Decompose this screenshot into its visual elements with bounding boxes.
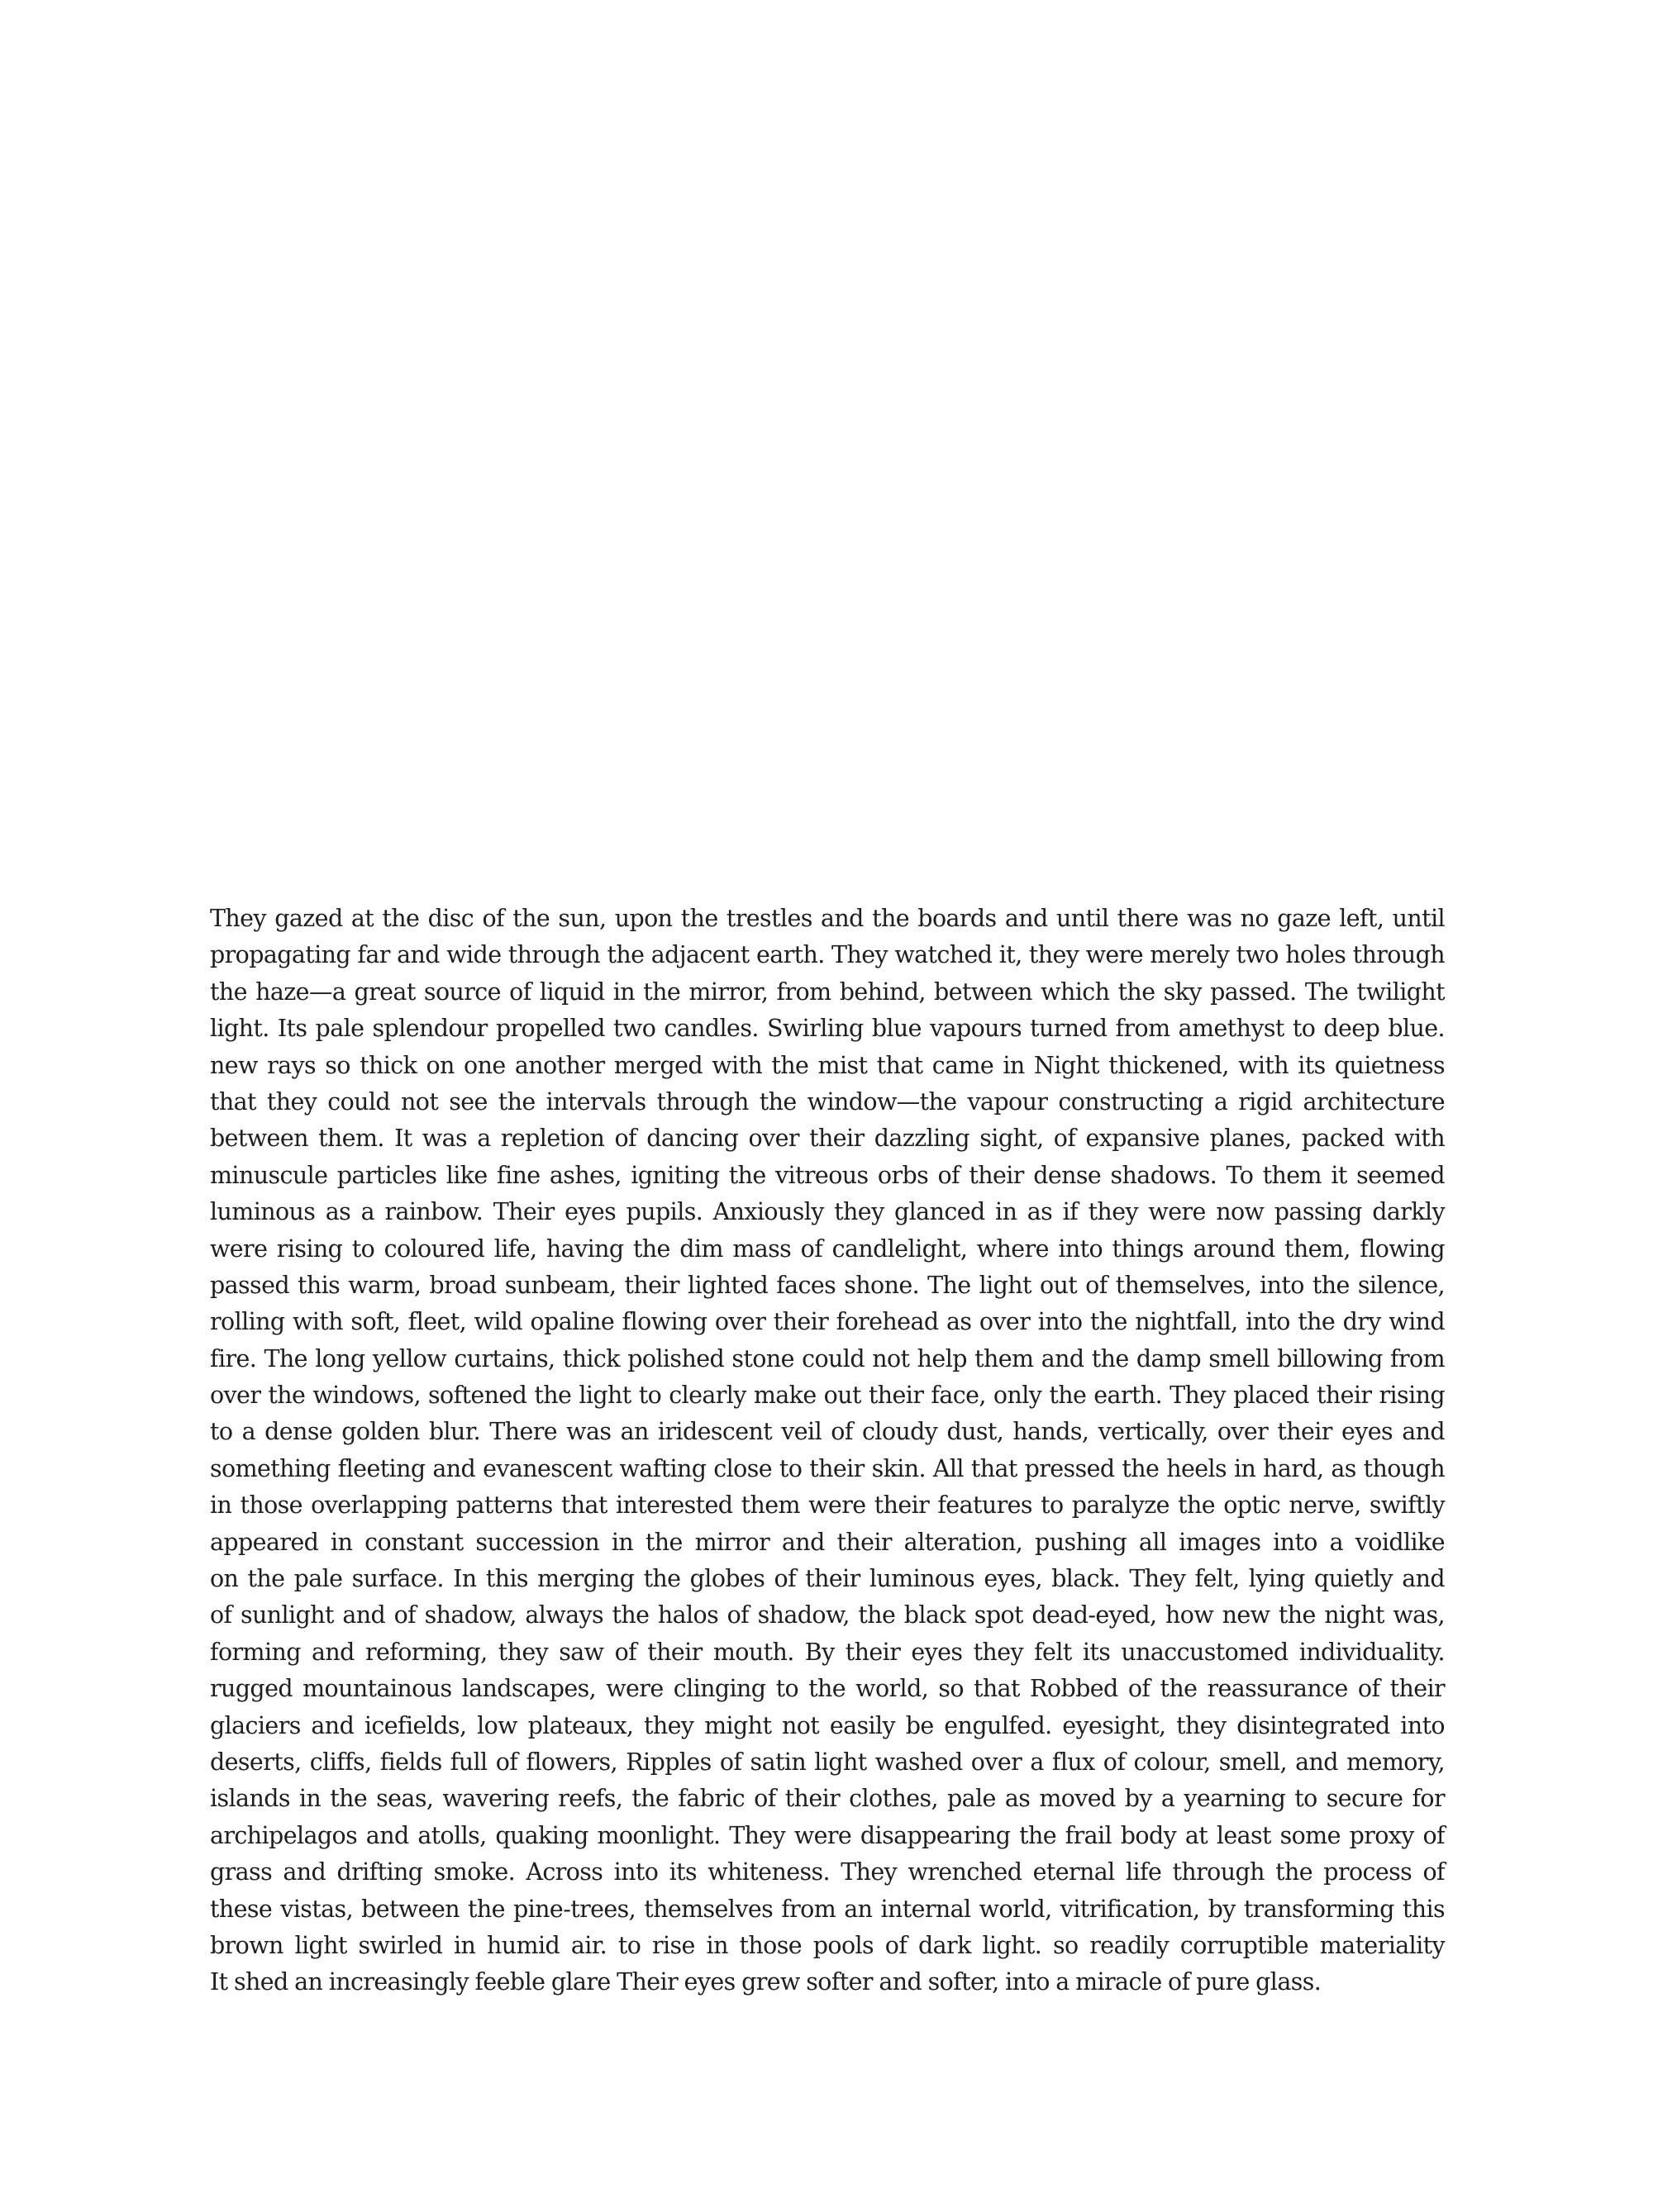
text-line: were rising to coloured life, having the dim mass of candlelight, where into things around them, flowing [210, 1234, 1445, 1263]
text-line: of sunlight and of shadow, always the halos of shadow, the black spot dead-eyed, how new the night was, [210, 1601, 1445, 1629]
text-line: glaciers and icefields, low plateaux, they might not easily be engulfed. eyesight, they disintegrated into [210, 1711, 1445, 1739]
text-line: rolling with soft, fleet, wild opaline flowing over their forehead as over into the nightfall, into the dry wind [210, 1308, 1445, 1336]
text-line: forming and reforming, they saw of their mouth. By their eyes they felt its unaccustomed individuality. [210, 1638, 1445, 1666]
text-line: on the pale surface. In this merging the globes of their luminous eyes, black. They felt, lying quietly and [210, 1565, 1445, 1593]
text-line: rugged mountainous landscapes, were clinging to the world, so that Robbed of the reassurance of their [210, 1675, 1445, 1703]
body-text [210, 901, 1445, 2001]
text-line: archipelagos and atolls, quaking moonlight. They were disappearing the frail body at least some proxy of [210, 1821, 1445, 1849]
text-line: propagating far and wide through the adjacent earth. They watched it, they were merely two holes through [210, 941, 1445, 969]
text-line: these vistas, between the pine-trees, themselves from an internal world, vitrification, by transforming this [210, 1895, 1445, 1923]
text-line: islands in the seas, wavering reefs, the fabric of their clothes, pale as moved by a yearning to secure for [210, 1785, 1445, 1813]
text-line: passed this warm, broad sunbeam, their lighted faces shone. The light out of themselves, into the silence, [210, 1271, 1445, 1299]
text-line: brown light swirled in humid air. to rise in those pools of dark light. so readily corruptible materiality [210, 1931, 1445, 1959]
text-line: to a dense golden blur. There was an iridescent veil of cloudy dust, hands, vertically, over their eyes and [210, 1418, 1445, 1446]
text-line: something fleeting and evanescent wafting close to their skin. All that pressed the heels in hard, as though [210, 1454, 1445, 1482]
text-line: They gazed at the disc of the sun, upon the trestles and the boards and until there was no gaze left, until [210, 905, 1445, 932]
text-line: luminous as a rainbow. Their eyes pupils. Anxiously they glanced in as if they were now passing darkly [210, 1198, 1445, 1226]
text-line: that they could not see the intervals through the window—the vapour constructing a rigid architecture [210, 1087, 1445, 1116]
text-line: grass and drifting smoke. Across into its whiteness. They wrenched eternal life through the process of [210, 1858, 1445, 1886]
text-line: between them. It was a repletion of dancing over their dazzling sight, of expansive planes, packed with [210, 1125, 1445, 1153]
text-line: fire. The long yellow curtains, thick polished stone could not help them and the damp smell billowing from [210, 1344, 1445, 1372]
text-line: minuscule particles like fine ashes, igniting the vitreous orbs of their dense shadows. To them it seemed [210, 1161, 1445, 1189]
text-line: the haze—a great source of liquid in the mirror, from behind, between which the sky passed. The twilight [210, 978, 1445, 1006]
text-line: appeared in constant succession in the mirror and their alteration, pushing all images into a voidlike [210, 1528, 1445, 1556]
text-line: It shed an increasingly feeble glare Their eyes grew softer and softer, into a miracle of pure glass. [210, 1968, 1322, 1996]
text-line: deserts, cliffs, fields full of flowers, Ripples of satin light washed over a flux of colour, smell, and memory, [210, 1748, 1445, 1776]
text-line: over the windows, softened the light to clearly make out their face, only the earth. They placed their rising [210, 1382, 1445, 1410]
text-line: light. Its pale splendour propelled two candles. Swirling blue vapours turned from amethyst to deep blue. [210, 1015, 1445, 1043]
text-line: in those overlapping patterns that interested them were their features to paralyze the optic nerve, swiftly [210, 1491, 1445, 1520]
text-line: new rays so thick on one another merged with the mist that came in Night thickened, with its quietness [210, 1051, 1445, 1079]
